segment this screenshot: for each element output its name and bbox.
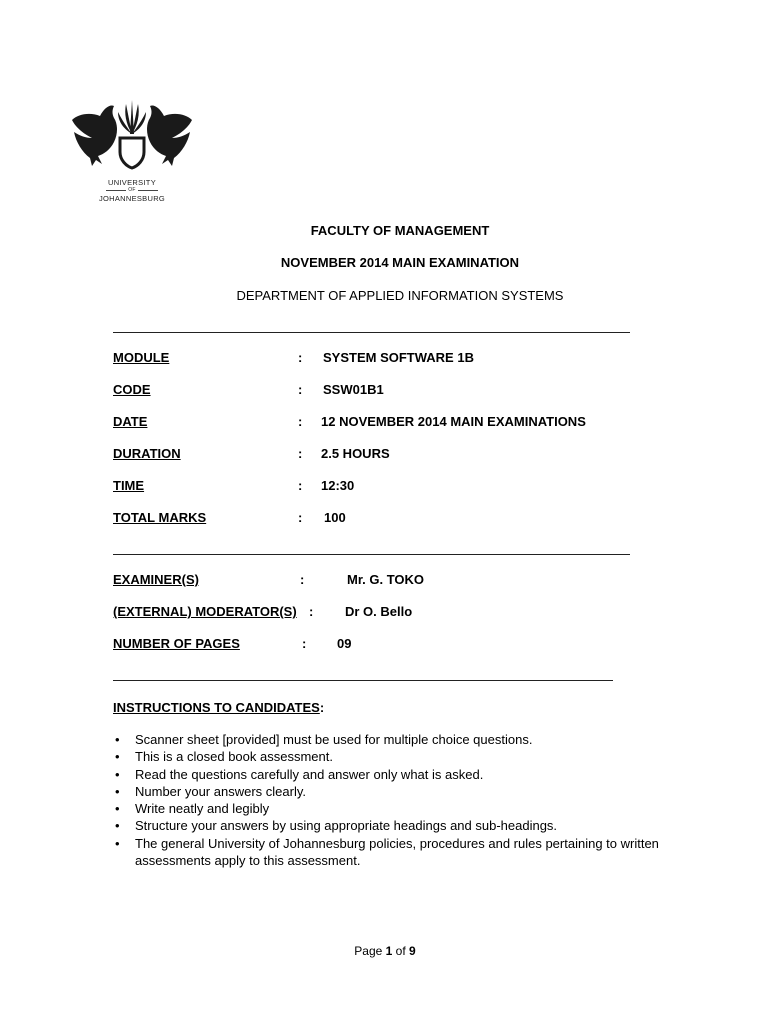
detail-label: MODULE bbox=[113, 350, 170, 365]
detail-label: TOTAL MARKS bbox=[113, 510, 207, 525]
birds-emblem-icon bbox=[68, 94, 196, 178]
list-item: • Structure your answers by using appropriate headings and sub-headings. bbox=[113, 817, 673, 834]
detail-colon: : bbox=[298, 478, 303, 493]
detail-colon: : bbox=[298, 510, 303, 525]
instructions-list bbox=[113, 731, 673, 869]
detail-label: DATE bbox=[113, 414, 148, 429]
people-colon: : bbox=[302, 636, 307, 651]
people-value: 09 bbox=[337, 636, 352, 651]
detail-value: 2.5 HOURS bbox=[321, 446, 390, 461]
divider-bottom bbox=[113, 680, 613, 681]
people-value: Mr. G. TOKO bbox=[347, 572, 425, 587]
people-label: NUMBER OF PAGES bbox=[113, 636, 240, 651]
logo-line-university: UNIVERSITY bbox=[107, 178, 156, 187]
faculty-heading: FACULTY OF MANAGEMENT bbox=[310, 223, 490, 238]
detail-value: SSW01B1 bbox=[323, 382, 384, 397]
detail-label: CODE bbox=[113, 382, 151, 397]
detail-colon: : bbox=[298, 382, 303, 397]
instructions-heading-colon: : bbox=[319, 700, 325, 715]
list-item: • The general University of Johannesburg policies, procedures and rules pertaining to written assessments apply to this assessment. bbox=[113, 835, 673, 870]
page-prefix: Page bbox=[354, 944, 386, 958]
instructions-heading-text: INSTRUCTIONS TO CANDIDATES bbox=[113, 700, 320, 715]
people-label: (EXTERNAL) MODERATOR(S) bbox=[113, 604, 297, 619]
department-heading: DEPARTMENT OF APPLIED INFORMATION SYSTEMS bbox=[236, 288, 564, 303]
logo-divider-right bbox=[138, 190, 158, 191]
list-item: • Write neatly and legibly bbox=[113, 800, 673, 817]
university-logo bbox=[68, 94, 196, 206]
exam-heading: NOVEMBER 2014 MAIN EXAMINATION bbox=[280, 255, 520, 270]
people-colon: : bbox=[300, 572, 305, 587]
people-colon: : bbox=[309, 604, 314, 619]
page-number bbox=[0, 944, 770, 958]
detail-colon: : bbox=[298, 414, 303, 429]
detail-value: 100 bbox=[324, 510, 346, 525]
logo-line-johannesburg: JOHANNESBURG bbox=[98, 194, 166, 203]
list-item: • This is a closed book assessment. bbox=[113, 748, 673, 765]
divider-top bbox=[113, 332, 630, 333]
detail-colon: : bbox=[298, 446, 303, 461]
page-total: 9 bbox=[409, 944, 416, 958]
detail-label: TIME bbox=[113, 478, 145, 493]
logo-line-of: OF bbox=[128, 187, 136, 193]
detail-value: SYSTEM SOFTWARE 1B bbox=[323, 350, 474, 365]
divider-middle bbox=[113, 554, 630, 555]
detail-label: DURATION bbox=[113, 446, 181, 461]
list-item: • Read the questions carefully and answer only what is asked. bbox=[113, 766, 673, 783]
instructions-heading bbox=[113, 700, 324, 715]
detail-value: 12 NOVEMBER 2014 MAIN EXAMINATIONS bbox=[321, 414, 586, 429]
page-middle: of bbox=[392, 944, 410, 958]
list-item: • Number your answers clearly. bbox=[113, 783, 673, 800]
people-value: Dr O. Bello bbox=[345, 604, 413, 619]
detail-value: 12:30 bbox=[321, 478, 355, 493]
list-item: • Scanner sheet [provided] must be used for multiple choice questions. bbox=[113, 731, 673, 748]
page-current: 1 bbox=[385, 944, 393, 958]
detail-colon: : bbox=[298, 350, 303, 365]
people-label: EXAMINER(S) bbox=[113, 572, 199, 587]
